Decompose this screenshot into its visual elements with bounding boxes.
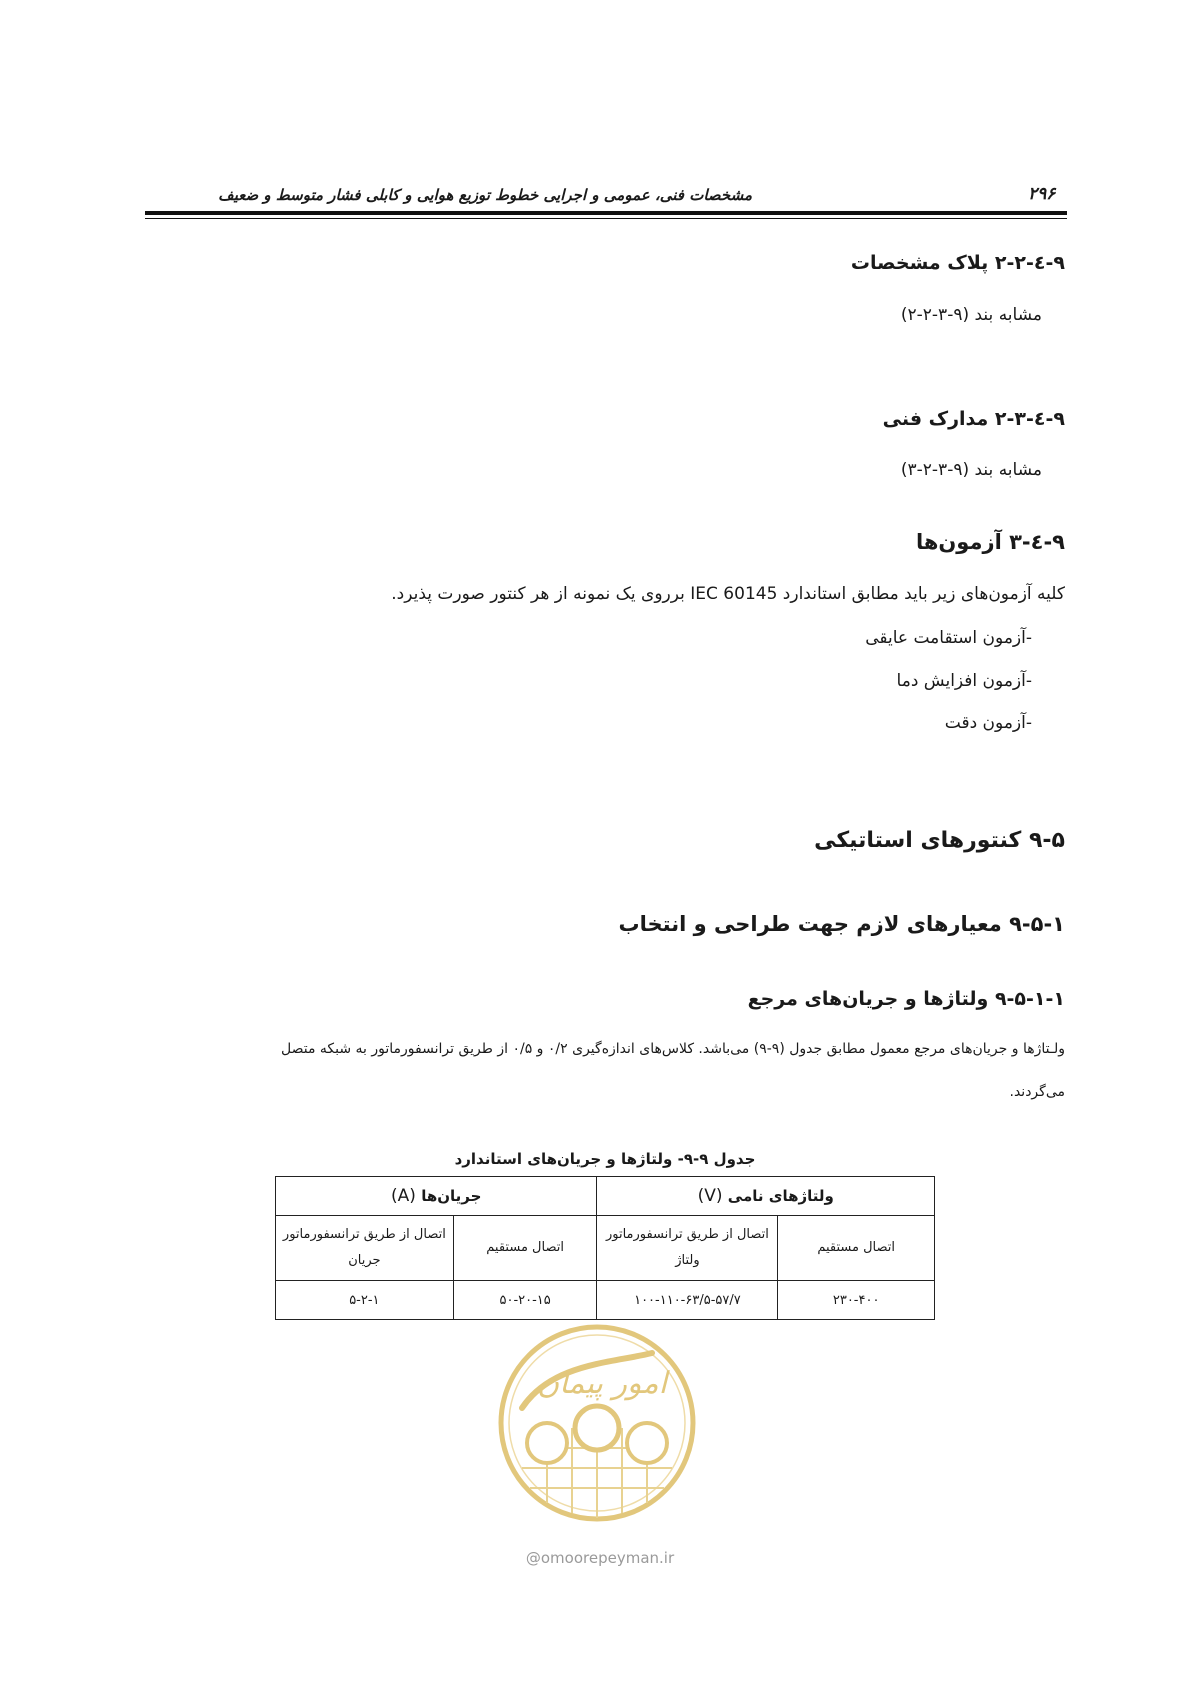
table-subheader-row: [276, 1216, 935, 1281]
reference-paragraph-line1: ولـتاژها و جریان‌های مرجع معمول مطابق جدول (۹-۹) می‌باشد. کلاس‌های اندازه‌گیری ۰/۲ و ۰/۵ از طریق ترانسفورماتور به شبکه متصل: [280, 1041, 1065, 1057]
heading-static-meters: ۹-۵ کنتورهای استاتیکی: [814, 828, 1065, 853]
cell-voltage-direct: ۲۳۰-۴۰۰: [778, 1281, 935, 1320]
nameplate-reference: مشابه بند (۹-۳-۲-۲): [900, 305, 1042, 325]
table-caption: جدول ۹-۹- ولتاژها و جریان‌های استاندارد: [454, 1150, 756, 1168]
subheader-current-transformer: اتصال از طریق ترانسفورماتور جریان: [276, 1216, 454, 1281]
watermark-logo-text: امور پیمان: [537, 1366, 667, 1401]
table-row: [276, 1281, 935, 1320]
current-header-label: جریان‌ها: [421, 1187, 482, 1205]
heading-nameplate: ۹-٤-۲-۲ پلاک مشخصات: [850, 252, 1065, 274]
heading-design-criteria: ۹-۵-۱ معیارهای لازم جهت طراحی و انتخاب: [618, 912, 1065, 936]
cell-current-direct: ۵۰-۲۰-۱۵: [453, 1281, 597, 1320]
subheader-current-direct: اتصال مستقیم: [453, 1216, 597, 1281]
voltage-header-label: ولتاژهای نامی: [727, 1187, 834, 1205]
test-item-accuracy: -آزمون دقت: [944, 713, 1032, 733]
watermark-emblem-icon: [492, 1323, 702, 1543]
running-header-title: مشخصات فنی، عمومی و اجرایی خطوط توزیع هوایی و کابلی فشار متوسط و ضعیف: [218, 186, 752, 204]
watermark-url: @omoorepeyman.ir: [525, 1549, 675, 1567]
cell-current-transformer: ۵-۲-۱: [276, 1281, 454, 1320]
table-header-row: [276, 1177, 935, 1216]
subheader-voltage-transformer: اتصال از طریق ترانسفورماتور ولتاژ: [597, 1216, 778, 1281]
voltage-unit: (V): [697, 1186, 723, 1206]
header-rule-thin: [145, 218, 1067, 219]
cell-voltage-transformer: ۱۰۰-۱۱۰-۶۳/۵-۵۷/۷: [597, 1281, 778, 1320]
test-item-temperature-rise: -آزمون افزایش دما: [896, 671, 1032, 691]
standard-values-table-wrap: [275, 1176, 935, 1320]
subheader-voltage-direct: اتصال مستقیم: [778, 1216, 935, 1281]
tests-intro: کلیه آزمون‌های زیر باید مطابق استاندارد IEC 60145 برروی یک نمونه از هر کنتور صورت پذیرد.: [391, 584, 1065, 604]
heading-tests: ۹-٤-۳ آزمون‌ها: [915, 530, 1065, 554]
voltage-group-header: [597, 1177, 935, 1216]
reference-paragraph-line2: می‌گردند.: [1009, 1084, 1065, 1100]
watermark-logo: [492, 1323, 702, 1543]
current-group-header: [276, 1177, 597, 1216]
heading-reference-values: ۹-۵-۱-۱ ولتاژها و جریان‌های مرجع: [747, 988, 1065, 1010]
standard-values-table: [275, 1176, 935, 1320]
current-unit: (A): [391, 1186, 416, 1206]
header-rule-thick: [145, 211, 1067, 215]
technical-documents-reference: مشابه بند (۹-۳-۲-۳): [900, 460, 1042, 480]
test-item-insulation: -آزمون استقامت عایقی: [865, 628, 1032, 648]
heading-technical-documents: ۹-٤-۲-۳ مدارک فنی: [882, 408, 1065, 430]
page-number: ۲۹۶: [1028, 184, 1056, 204]
